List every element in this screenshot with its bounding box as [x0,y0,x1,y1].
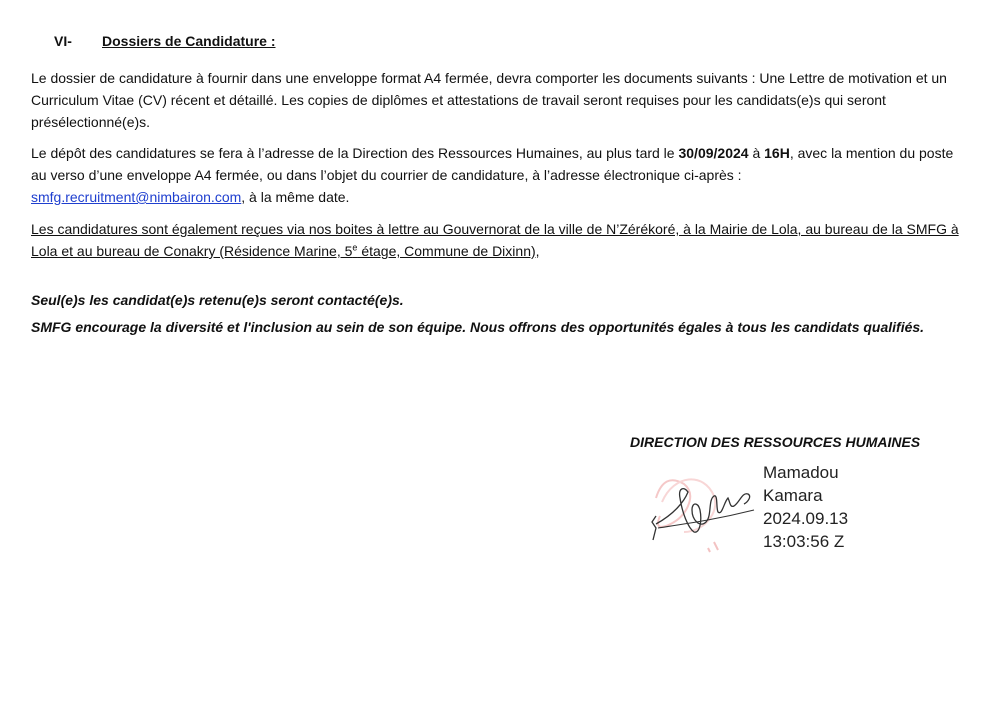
deadline-date: 30/09/2024 [678,145,749,161]
section-number: VI- [54,33,72,49]
signature-date: 2024.09.13 [763,509,849,528]
signature-time: 13:03:56 Z [763,532,845,551]
section-title: Dossiers de Candidature : [102,33,276,49]
boites-text-2: étage, Commune de Dixinn), [357,243,540,259]
handwritten-signature-icon [644,462,762,558]
note-diversity: SMFG encourage la diversité et l'inclusion au sein de son équipe. Nous offrons des opportunités égales à tous les candidats qualifiés. [31,319,925,335]
digital-signature-text [763,461,848,553]
paragraph-depot [31,142,971,208]
signature-title: DIRECTION DES RESSOURCES HUMAINES [630,434,921,450]
email-link[interactable]: smfg.recruitment@nimbairon.com [31,189,242,205]
depot-text-3: , avec la mention du poste au verso d’une enveloppe A4 fermée, ou dans l’objet du courrier de candidature, à l’adresse électronique ci-après : [31,145,954,183]
signer-first-name: Mamadou [763,463,839,482]
depot-text-4: , à la même date. [241,189,350,205]
depot-text-2: à [748,145,765,161]
deadline-time: 16H [764,145,790,161]
signer-last-name: Kamara [763,486,823,505]
section-heading [54,33,276,49]
note-contact: Seul(e)s les candidat(e)s retenu(e)s seront contacté(e)s. [31,292,404,308]
depot-text-1: Le dépôt des candidatures se fera à l’adresse de la Direction des Ressources Humaines, au plus tard le [31,145,679,161]
paragraph-boites [31,218,971,262]
boites-text-1: Les candidatures sont également reçues via nos boites à lettre au Gouvernorat de la ville de N’Zérékoré, à la Mairie de Lola, au bureau de la SMFG à Lola et au bureau de Conakry (Résidence Marine, 5 [31,221,959,259]
superscript-e: e [352,242,358,253]
paragraph-dossier: Le dossier de candidature à fournir dans une enveloppe format A4 fermée, devra comporter les documents suivants : Une Lettre de motivation et un Curriculum Vitae (CV) récent et détaillé. Les copies de diplômes et attestations de travail seront requises pour les candidats(e)s qui seront présélectionné(e)s. [31,70,947,130]
